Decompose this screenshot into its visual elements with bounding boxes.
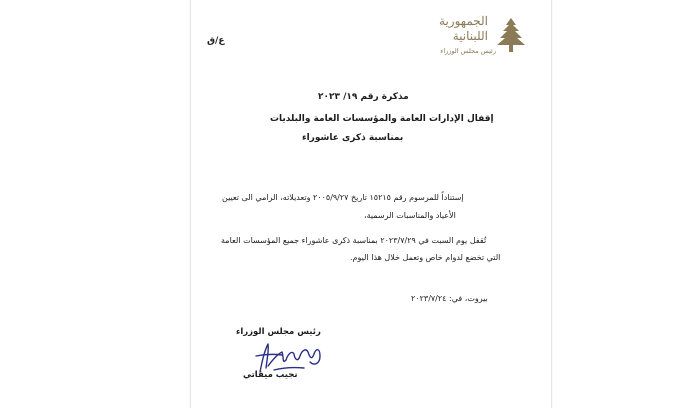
signatory-name: نجيب ميقاتي	[243, 370, 298, 380]
memo-subject-occasion: بمناسبة ذكرى عاشوراء	[302, 133, 404, 143]
reference-code: ع/ق	[207, 36, 225, 46]
document-page	[190, 0, 552, 408]
body-paragraph-1-line-1: إستناداً للمرسوم رقم ١٥٢١٥ تاريخ ٢٠٠٥/٩/٢٧ وتعديلاته، الرامي الى تعيين	[222, 193, 464, 202]
memo-subject: إقفال الإدارات العامة والمؤسسات العامة والبلديات	[270, 114, 494, 124]
signatory-title: رئيس مجلس الوزراء	[236, 327, 321, 337]
logo-title-line2: اللبنانية	[452, 29, 488, 43]
issue-date: بيروت، في: ٢٠٢٣/٧/٢٤	[411, 294, 488, 303]
letterhead-logo	[432, 14, 532, 58]
logo-subtitle: رئيس مجلس الوزراء	[440, 47, 496, 55]
body-paragraph-2-line-1: تُقفل يوم السبت في ٢٠٢٣/٧/٢٩ بمناسبة ذكرى عاشوراء جميع المؤسسات العامة	[221, 236, 487, 245]
logo-title-line1: الجمهورية	[439, 14, 488, 28]
cedar-tree-icon	[494, 16, 528, 54]
body-paragraph-1-line-2: الأعياد والمناسبات الرسمية،	[364, 211, 456, 220]
memo-number: مذكرة رقم ١٩/ ٢٠٢٣	[318, 92, 409, 102]
body-paragraph-2-line-2: التي تخضع لدوام خاص وتعمل خلال هذا اليوم.	[350, 253, 501, 262]
